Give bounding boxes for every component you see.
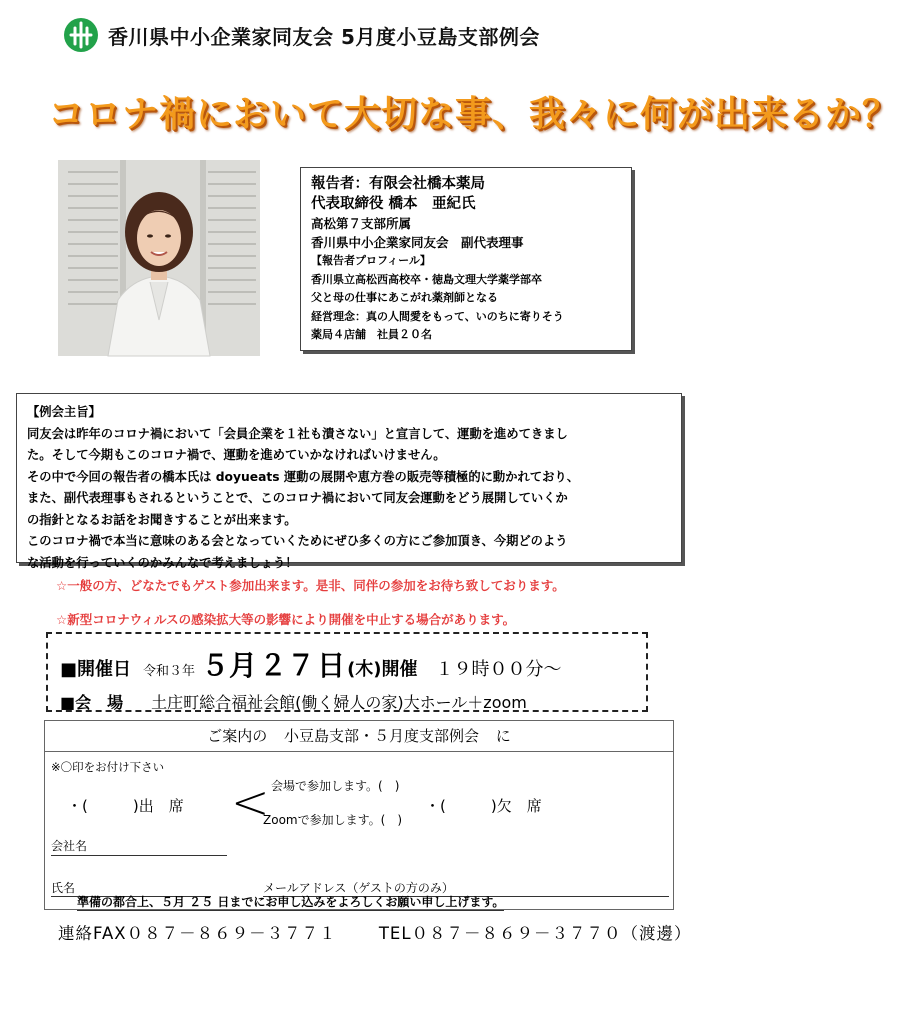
contact-tel: TEL０８７－８６９－３７７０（渡邊） (378, 924, 692, 943)
name-field[interactable]: 氏名 (51, 879, 211, 897)
form-note: ※〇印をお付け下さい (51, 760, 165, 774)
purpose-line: た。そして今期もこのコロナ禍で、運動を進めていかなければいけません。 (27, 448, 446, 462)
form-head-suffix: に (495, 727, 511, 745)
org-header (64, 18, 540, 52)
profile-label: 【報告者プロフィール】 (311, 254, 431, 267)
event-held: 開催 (381, 659, 418, 680)
event-day: ２７ (259, 649, 316, 682)
venue-attend-option[interactable]: 会場で参加します。( ) (271, 779, 400, 793)
event-venue-row (60, 690, 634, 713)
profile-career: 父と母の仕事にあこがれ薬剤師となる (311, 291, 498, 304)
purpose-box (16, 393, 682, 570)
reporter-position: 香川県中小企業家同友会 副代表理事 (311, 235, 524, 250)
reporter-branch: 高松第７支部所属 (311, 216, 412, 231)
reporter-company: 報告者：有限会社橋本薬局 (311, 176, 485, 192)
form-header (45, 721, 673, 752)
reporter-name: 代表取締役 橋本 亜紀氏 (311, 196, 476, 212)
brace-icon: < (231, 775, 270, 829)
reporter-info-box (300, 167, 632, 351)
zoom-attend-option[interactable]: Zoomで参加します。( ) (263, 813, 402, 827)
purpose-heading: 【例会主旨】 (27, 405, 101, 419)
date-label: ■開催日 (60, 659, 132, 680)
purpose-line: また、副代表理事もされるということで、このコロナ禍において同友会運動をどう展開していくか (27, 491, 568, 505)
event-time: １９時００分～ (435, 659, 562, 680)
event-info-box (46, 632, 648, 712)
guest-notice: ☆一般の方、どなたでもゲスト参加出来ます。是非、同伴の参加をお待ち致しております。 (56, 578, 565, 593)
profile-education: 香川県立高松西高校卒・徳島文理大学薬学部卒 (311, 272, 542, 286)
org-event-title: 香川県中小企業家同友会 5月度小豆島支部例会 (108, 24, 540, 49)
attend-option[interactable]: ・( )出 席 (67, 797, 184, 815)
email-field[interactable]: メールアドレス（ゲストの方のみ） (263, 879, 669, 897)
profile-stores: 薬局４店舗 社員２０名 (311, 328, 432, 341)
deadline-note: 準備の都合上、５月 ２５ 日までにお申し込みをよろしくお願い申し上げます。 (77, 895, 505, 909)
event-day-unit: 日 (317, 649, 346, 682)
absent-option[interactable]: ・( )欠 席 (425, 797, 542, 815)
event-month: ５月 (201, 649, 258, 682)
form-head-prefix: ご案内の (207, 727, 268, 745)
purpose-line: な活動を行っていくのかみんなで考えましょう！ (27, 555, 298, 570)
purpose-line: その中で今回の報告者の橋本氏は doyueats 運動の展開や恵方巻の販売等積極的に動かれており、 (27, 469, 579, 484)
venue: 土庄町総合福祉会館(働く婦人の家)大ホール＋zoom (151, 693, 527, 712)
reply-form (44, 720, 674, 910)
cancel-notice: ☆新型コロナウィルスの感染拡大等の影響により開催を中止する場合があります。 (56, 612, 516, 627)
purpose-line: このコロナ禍で本当に意味のある会となっていくためにぜひ多くの方にご参加頂き、今期どのよう (27, 534, 568, 548)
event-weekday: (木) (347, 659, 382, 680)
purpose-line: 同友会は昨年のコロナ禍において「会員企業を１社も潰さない」と宣言して、運動を進めてきまし (27, 426, 568, 441)
main-title: コロナ禍において大切な事、我々に何が出来るか？ (48, 94, 899, 135)
venue-label: ■会 場 (60, 693, 124, 712)
contact-fax: 連絡FAX０８７－８６９－３７７１ (58, 924, 337, 943)
profile-philosophy: 経営理念：真の人間愛をもって、いのちに寄りそう (311, 309, 564, 323)
era: 令和３年 (143, 664, 196, 679)
doyukai-logo-icon (64, 18, 98, 52)
form-head-branch: 小豆島支部・５月度支部例会 (283, 727, 479, 745)
event-date-row (60, 644, 634, 684)
purpose-line: の指針となるお話をお聞きすることが出来ます。 (27, 512, 297, 527)
reporter-photo (58, 160, 260, 356)
contact-line (58, 920, 728, 944)
company-name-field[interactable]: 会社名 (51, 837, 227, 856)
